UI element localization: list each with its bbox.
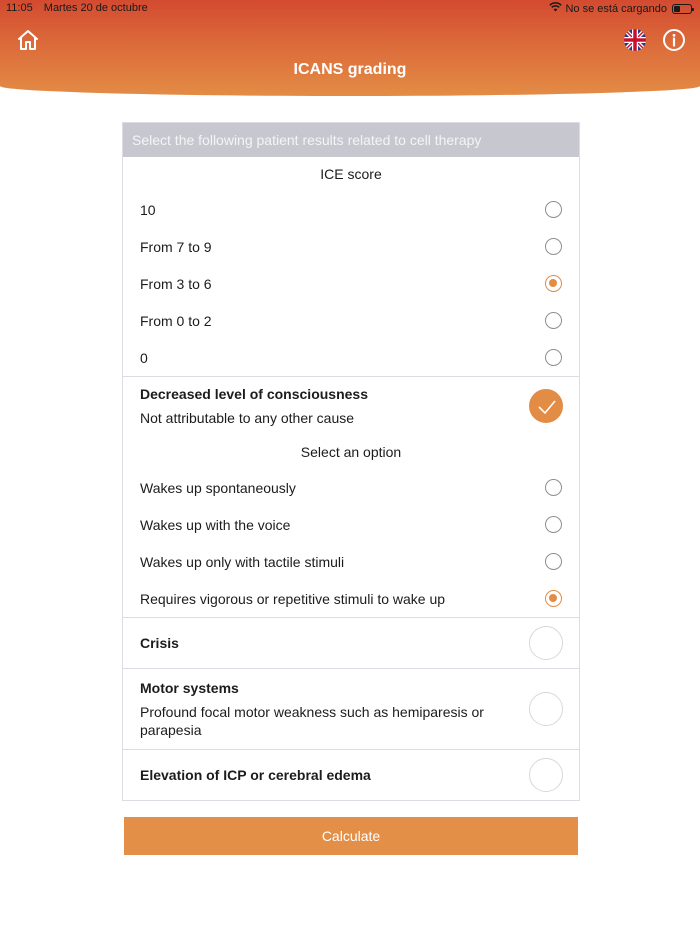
icp-title: Elevation of ICP or cerebral edema (140, 767, 371, 783)
crisis-title: Crisis (140, 635, 179, 651)
radio-selected-icon[interactable] (545, 275, 562, 292)
consciousness-option-spontaneous[interactable] (123, 469, 579, 506)
radio-unselected-icon[interactable] (545, 479, 562, 496)
radio-selected-icon[interactable] (545, 590, 562, 607)
icp-toggle[interactable] (529, 758, 563, 792)
crisis-section (123, 618, 579, 669)
status-time: 11:05 (6, 2, 33, 14)
home-button[interactable] (16, 28, 40, 52)
ice-option-0-2[interactable] (123, 302, 579, 339)
consciousness-option-voice[interactable] (123, 506, 579, 543)
ice-option-10[interactable] (123, 191, 579, 228)
motor-section (123, 669, 579, 750)
status-date: Martes 20 de octubre (43, 2, 148, 14)
consciousness-title: Decreased level of consciousness (140, 386, 368, 402)
option-label: From 7 to 9 (140, 238, 212, 255)
option-label: From 0 to 2 (140, 312, 212, 329)
status-bar (0, 2, 700, 16)
consciousness-toggle[interactable] (529, 389, 563, 423)
battery-icon (672, 4, 692, 14)
grading-form (122, 122, 580, 801)
calculate-button[interactable]: Calculate (124, 817, 578, 855)
motor-title: Motor systems (140, 679, 239, 696)
consciousness-option-vigorous[interactable] (123, 580, 579, 617)
ice-score-title: ICE score (320, 166, 382, 182)
info-button[interactable] (662, 28, 686, 52)
option-label: Wakes up spontaneously (140, 479, 296, 496)
radio-unselected-icon[interactable] (545, 201, 562, 218)
crisis-toggle[interactable] (529, 626, 563, 660)
icp-section (123, 750, 579, 800)
option-label: 0 (140, 349, 148, 366)
page-title: ICANS grading (293, 61, 407, 78)
consciousness-prompt: Select an option (300, 444, 402, 460)
consciousness-subtitle: Not attributable to any other cause (140, 410, 355, 426)
option-label: Requires vigorous or repetitive stimuli to wake up (140, 590, 446, 607)
ice-score-section (123, 157, 579, 377)
checkmark-icon (537, 398, 557, 416)
ice-option-7-9[interactable] (123, 228, 579, 265)
radio-unselected-icon[interactable] (545, 553, 562, 570)
home-icon (16, 28, 40, 52)
radio-unselected-icon[interactable] (545, 349, 562, 366)
radio-unselected-icon[interactable] (545, 516, 562, 533)
instruction-banner: Select the following patient results related to cell therapy (123, 123, 579, 157)
ice-option-3-6[interactable] (123, 265, 579, 302)
radio-unselected-icon[interactable] (545, 238, 562, 255)
radio-unselected-icon[interactable] (545, 312, 562, 329)
motor-subtitle: Profound focal motor weakness such as hemiparesis or parapesia (140, 703, 484, 738)
app-header (0, 0, 700, 96)
wifi-icon (549, 2, 562, 15)
info-icon (662, 28, 686, 52)
charging-status: No se está cargando (565, 2, 667, 15)
option-label: From 3 to 6 (140, 275, 212, 292)
language-button[interactable] (624, 29, 646, 51)
uk-flag-icon (624, 29, 646, 51)
consciousness-option-tactile[interactable] (123, 543, 579, 580)
consciousness-section (123, 377, 579, 618)
option-label: 10 (140, 201, 156, 218)
option-label: Wakes up with the voice (140, 516, 291, 533)
motor-toggle[interactable] (529, 692, 563, 726)
ice-option-0[interactable] (123, 339, 579, 376)
option-label: Wakes up only with tactile stimuli (140, 553, 345, 570)
